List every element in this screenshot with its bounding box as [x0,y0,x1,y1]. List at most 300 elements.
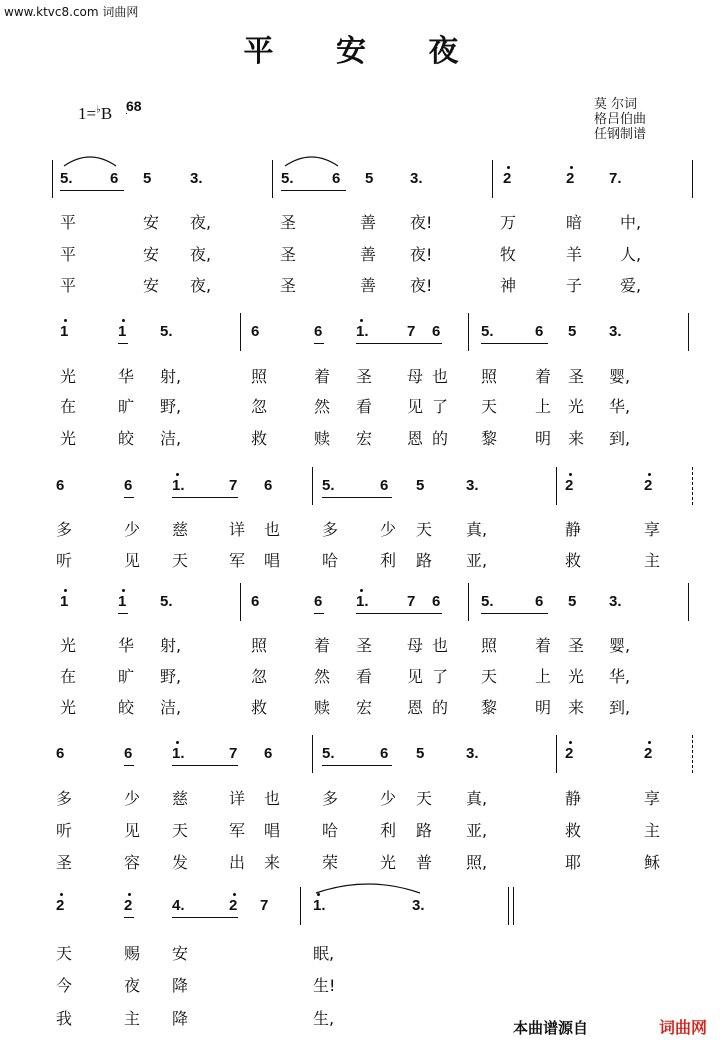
flat-sign: ♭ [96,104,101,116]
note: 6 [56,477,65,494]
lyric-word: 华, [609,397,631,416]
lyric-word: 享 [644,520,661,539]
high-octave-dot [569,473,572,476]
lyric-word: 真, [466,789,488,808]
note: 6 [124,477,133,494]
note: 4. [172,897,185,914]
lyric-word: 夜 [124,976,141,995]
note: 2 [644,477,653,494]
bar-line [312,467,313,505]
lyric-word: 安 [143,213,160,232]
high-octave-dot [176,741,179,744]
lyric-word: 亚, [466,821,488,840]
high-octave-dot [570,166,573,169]
lyric-word: 恩 [407,698,424,717]
beam-underline [118,613,128,614]
time-bottom: 8 [133,98,142,114]
note: 2 [565,745,574,762]
beam-underline [481,613,548,614]
lyric-word: 看 [356,667,373,686]
lyric-word: 母 [407,636,424,655]
lyric-word: 唱 [264,551,281,570]
lyric-word: 少 [124,520,141,539]
lyric-word: 见 [124,551,141,570]
lyric-word: 主 [644,821,661,840]
high-octave-dot [122,589,125,592]
note: 2 [644,745,653,762]
high-octave-dot [176,473,179,476]
beam-underline [322,497,392,498]
lyric-word: 慈 [172,520,189,539]
lyric-word: 婴, [609,367,631,386]
note: 7 [229,745,238,762]
high-octave-dot [360,589,363,592]
lyric-word: 华 [118,367,135,386]
note: 1 [60,593,69,610]
lyric-word: 洁, [160,698,182,717]
lyric-word: 真, [466,520,488,539]
key-prefix: 1= [78,104,97,123]
note: 5. [322,745,335,762]
lyric-word: 主 [644,551,661,570]
lyric-word: 容 [124,853,141,872]
lyric-word: 子 [566,276,583,295]
lyric-word: 野, [160,667,182,686]
high-octave-dot [569,741,572,744]
lyric-word: 在 [60,397,77,416]
high-octave-dot [64,319,67,322]
lyric-word: 主 [124,1009,141,1028]
note: 2 [56,897,65,914]
high-octave-dot [64,589,67,592]
lyric-word: 着 [314,367,331,386]
lyric-word: 黎 [481,698,498,717]
lyric-word: 旷 [118,667,135,686]
note: 5. [160,323,173,340]
lyric-word: 静 [565,520,582,539]
note: 5. [281,170,294,187]
lyric-word: 射, [160,636,182,655]
lyric-word: 夜! [410,213,433,232]
lyric-word: 了 [432,397,449,416]
beam-underline [314,343,324,344]
lyric-word: 出 [229,853,246,872]
lyric-word: 来 [568,429,585,448]
lyric-word: 明 [535,429,552,448]
beam-underline [124,497,134,498]
note: 7 [407,593,416,610]
bar-line [692,735,693,773]
lyric-word: 了 [432,667,449,686]
lyric-word: 照 [481,636,498,655]
lyric-word: 耶 [565,853,582,872]
beam-underline [172,497,238,498]
note: 6 [332,170,341,187]
lyric-word: 光 [60,429,77,448]
lyric-word: 着 [314,636,331,655]
lyric-word: 路 [416,551,433,570]
note: 6 [124,745,133,762]
high-octave-dot [507,166,510,169]
lyric-word: 善 [360,213,377,232]
note: 3. [412,897,425,914]
lyric-word: 的 [432,429,449,448]
lyric-word: 少 [380,789,397,808]
high-octave-dot [60,893,63,896]
lyric-word: 野, [160,397,182,416]
lyric-word: 羊 [566,245,583,264]
lyric-word: 也 [264,520,281,539]
high-octave-dot [360,319,363,322]
bar-line [688,313,689,351]
lyric-word: 着 [535,367,552,386]
lyric-word: 到, [609,698,631,717]
song-title: 平 安 夜 [243,34,485,69]
lyric-word: 多 [322,520,339,539]
lyric-word: 利 [380,551,397,570]
beam-underline [281,190,346,191]
lyric-word: 生! [313,976,336,995]
lyric-word: 光 [60,367,77,386]
lyric-word: 听 [56,551,73,570]
key-signature [78,104,112,124]
lyric-word: 军 [229,551,246,570]
lyric-word: 眠, [313,944,335,963]
lyric-word: 着 [535,636,552,655]
lyric-word: 救 [251,429,268,448]
lyric-word: 路 [416,821,433,840]
beam-underline [356,613,442,614]
note: 1. [356,323,369,340]
note: 3. [410,170,423,187]
bar-line [692,160,693,198]
lyric-word: 平 [60,245,77,264]
note: 7. [609,170,622,187]
note: 1. [356,593,369,610]
lyric-word: 天 [416,520,433,539]
bar-line [508,887,509,925]
lyric-word: 母 [407,367,424,386]
note: 5. [481,323,494,340]
lyric-word: 天 [481,397,498,416]
lyric-word: 多 [56,520,73,539]
lyric-word: 夜! [410,276,433,295]
lyric-word: 赐 [124,944,141,963]
bar-line [492,160,493,198]
lyric-word: 多 [322,789,339,808]
note: 6 [264,477,273,494]
composer-credit: 格吕伯曲 [594,112,647,127]
lyric-word: 见 [124,821,141,840]
lyric-word: 的 [432,698,449,717]
lyric-word: 到, [609,429,631,448]
lyric-word: 也 [432,367,449,386]
lyric-word: 夜! [410,245,433,264]
lyric-word: 普 [416,853,433,872]
lyric-word: 详 [229,520,246,539]
lyric-word: 在 [60,667,77,686]
lyric-word: 平 [60,213,77,232]
lyric-word: 静 [565,789,582,808]
high-octave-dot [648,473,651,476]
lyric-word: 天 [481,667,498,686]
lyric-word: 降 [172,1009,189,1028]
beam-underline [172,765,238,766]
lyric-word: 牧 [500,245,517,264]
bar-line [556,735,557,773]
time-top: 6 [126,98,134,114]
note: 1 [118,323,127,340]
lyric-word: 圣 [280,245,297,264]
note: 6 [251,323,260,340]
lyric-word: 来 [264,853,281,872]
lyric-word: 照, [466,853,488,872]
note: 6 [380,745,389,762]
note: 6 [56,745,65,762]
note: 1. [172,745,185,762]
lyric-word: 光 [60,636,77,655]
lyric-word: 安 [172,944,189,963]
lyric-word: 稣 [644,853,661,872]
lyric-word: 善 [360,276,377,295]
lyric-word: 婴, [609,636,631,655]
lyric-word: 亚, [466,551,488,570]
bar-line [556,467,557,505]
lyric-word: 救 [251,698,268,717]
lyric-word: 唱 [264,821,281,840]
note: 7 [229,477,238,494]
beam-underline [124,917,134,918]
slur-tie [285,154,338,168]
lyric-word: 万 [500,213,517,232]
note: 5. [322,477,335,494]
lyric-word: 天 [416,789,433,808]
lyric-word: 圣 [280,213,297,232]
lyric-word: 暗 [566,213,583,232]
note: 1 [118,593,127,610]
beam-underline [118,343,128,344]
note: 2 [503,170,512,187]
lyric-word: 天 [56,944,73,963]
note: 1. [313,897,326,914]
lyric-word: 夜, [190,245,212,264]
lyric-word: 射, [160,367,182,386]
bar-line [688,583,689,621]
slur-tie [316,881,420,895]
note: 6 [380,477,389,494]
lyric-word: 圣 [56,853,73,872]
lyric-word: 宏 [356,429,373,448]
lyric-word: 爱, [620,276,642,295]
bar-line [513,887,514,925]
lyric-word: 皎 [118,698,135,717]
lyric-word: 光 [568,667,585,686]
lyric-word: 明 [535,698,552,717]
note: 2 [565,477,574,494]
beam-underline [172,917,238,918]
lyric-word: 也 [264,789,281,808]
lyric-word: 听 [56,821,73,840]
high-octave-dot [122,319,125,322]
note: 6 [110,170,119,187]
note: 6 [432,593,441,610]
lyric-word: 圣 [280,276,297,295]
note: 5. [160,593,173,610]
note: 6 [432,323,441,340]
lyric-word: 享 [644,789,661,808]
lyric-word: 我 [56,1009,73,1028]
lyric-word: 赎 [314,429,331,448]
lyric-word: 降 [172,976,189,995]
lyric-word: 利 [380,821,397,840]
lyric-word: 上 [535,667,552,686]
lyric-word: 上 [535,397,552,416]
lyric-word: 夜, [190,213,212,232]
footer-brand-logo: 词曲网 [659,1018,708,1037]
time-signature [126,98,142,114]
note: 6 [251,593,260,610]
lyric-word: 恩 [407,429,424,448]
lyric-word: 皎 [118,429,135,448]
key-note: B [100,104,113,123]
beam-underline [124,765,134,766]
high-octave-dot [648,741,651,744]
lyric-word: 然 [314,397,331,416]
lyric-word: 神 [500,276,517,295]
lyric-word: 照 [251,367,268,386]
lyric-word: 救 [565,551,582,570]
lyric-word: 见 [407,667,424,686]
lyric-word: 来 [568,698,585,717]
note: 5 [365,170,374,187]
beam-underline [60,190,124,191]
lyric-word: 光 [568,397,585,416]
bar-line [240,583,241,621]
lyric-word: 善 [360,245,377,264]
beam-underline [314,613,324,614]
lyric-word: 人, [620,245,642,264]
lyric-word: 看 [356,397,373,416]
lyric-word: 救 [565,821,582,840]
lyric-word: 生, [313,1009,335,1028]
lyric-word: 今 [56,976,73,995]
lyric-word: 军 [229,821,246,840]
lyric-word: 圣 [356,636,373,655]
bar-line [468,313,469,351]
lyric-word: 慈 [172,789,189,808]
lyric-word: 天 [172,821,189,840]
lyric-word: 圣 [568,367,585,386]
lyric-word: 光 [380,853,397,872]
note: 5 [568,323,577,340]
lyric-word: 少 [124,789,141,808]
note: 3. [466,745,479,762]
lyric-word: 黎 [481,429,498,448]
lyric-word: 哈 [322,821,339,840]
note: 3. [466,477,479,494]
note: 2 [124,897,133,914]
lyric-word: 宏 [356,698,373,717]
beam-underline [481,343,548,344]
footer-source: 本曲谱源自 [513,1019,589,1037]
note: 6 [314,323,323,340]
note: 6 [264,745,273,762]
lyric-word: 照 [481,367,498,386]
beam-underline [356,343,442,344]
lyric-word: 圣 [356,367,373,386]
lyric-word: 发 [172,853,189,872]
lyric-word: 哈 [322,551,339,570]
lyric-word: 华, [609,667,631,686]
lyric-word: 多 [56,789,73,808]
lyric-word: 赎 [314,698,331,717]
high-octave-dot [128,893,131,896]
note: 2 [566,170,575,187]
lyric-word: 光 [60,698,77,717]
lyric-word: 夜, [190,276,212,295]
slur-tie [64,154,116,168]
note: 6 [535,593,544,610]
bar-line [272,160,273,198]
note: 5 [416,477,425,494]
notation-credit: 任钢制谱 [594,127,647,142]
site-watermark: www.ktvc8.com 词曲网 [4,5,139,19]
note: 5 [416,745,425,762]
note: 7 [407,323,416,340]
bar-line [52,160,53,198]
note: 5 [143,170,152,187]
lyric-word: 中, [620,213,642,232]
lyric-word: 天 [172,551,189,570]
lyric-word: 忽 [251,667,268,686]
lyric-word: 荣 [322,853,339,872]
note: 2 [229,897,238,914]
note: 3. [609,323,622,340]
beam-underline [322,765,392,766]
bar-line [240,313,241,351]
note: 3. [190,170,203,187]
note: 5. [60,170,73,187]
lyricist-credit: 莫 尔词 [594,97,638,112]
lyric-word: 忽 [251,397,268,416]
note: 6 [535,323,544,340]
bar-line [300,887,301,925]
note: 1. [172,477,185,494]
note: 5. [481,593,494,610]
lyric-word: 洁, [160,429,182,448]
note: 5 [568,593,577,610]
lyric-word: 平 [60,276,77,295]
lyric-word: 安 [143,276,160,295]
lyric-word: 照 [251,636,268,655]
lyric-word: 华 [118,636,135,655]
lyric-word: 然 [314,667,331,686]
note: 7 [260,897,269,914]
high-octave-dot [233,893,236,896]
lyric-word: 详 [229,789,246,808]
lyric-word: 少 [380,520,397,539]
bar-line [312,735,313,773]
lyric-word: 旷 [118,397,135,416]
note: 1 [60,323,69,340]
note: 6 [314,593,323,610]
lyric-word: 也 [432,636,449,655]
bar-line [692,467,693,505]
lyric-word: 安 [143,245,160,264]
lyric-word: 圣 [568,636,585,655]
note: 3. [609,593,622,610]
lyric-word: 见 [407,397,424,416]
